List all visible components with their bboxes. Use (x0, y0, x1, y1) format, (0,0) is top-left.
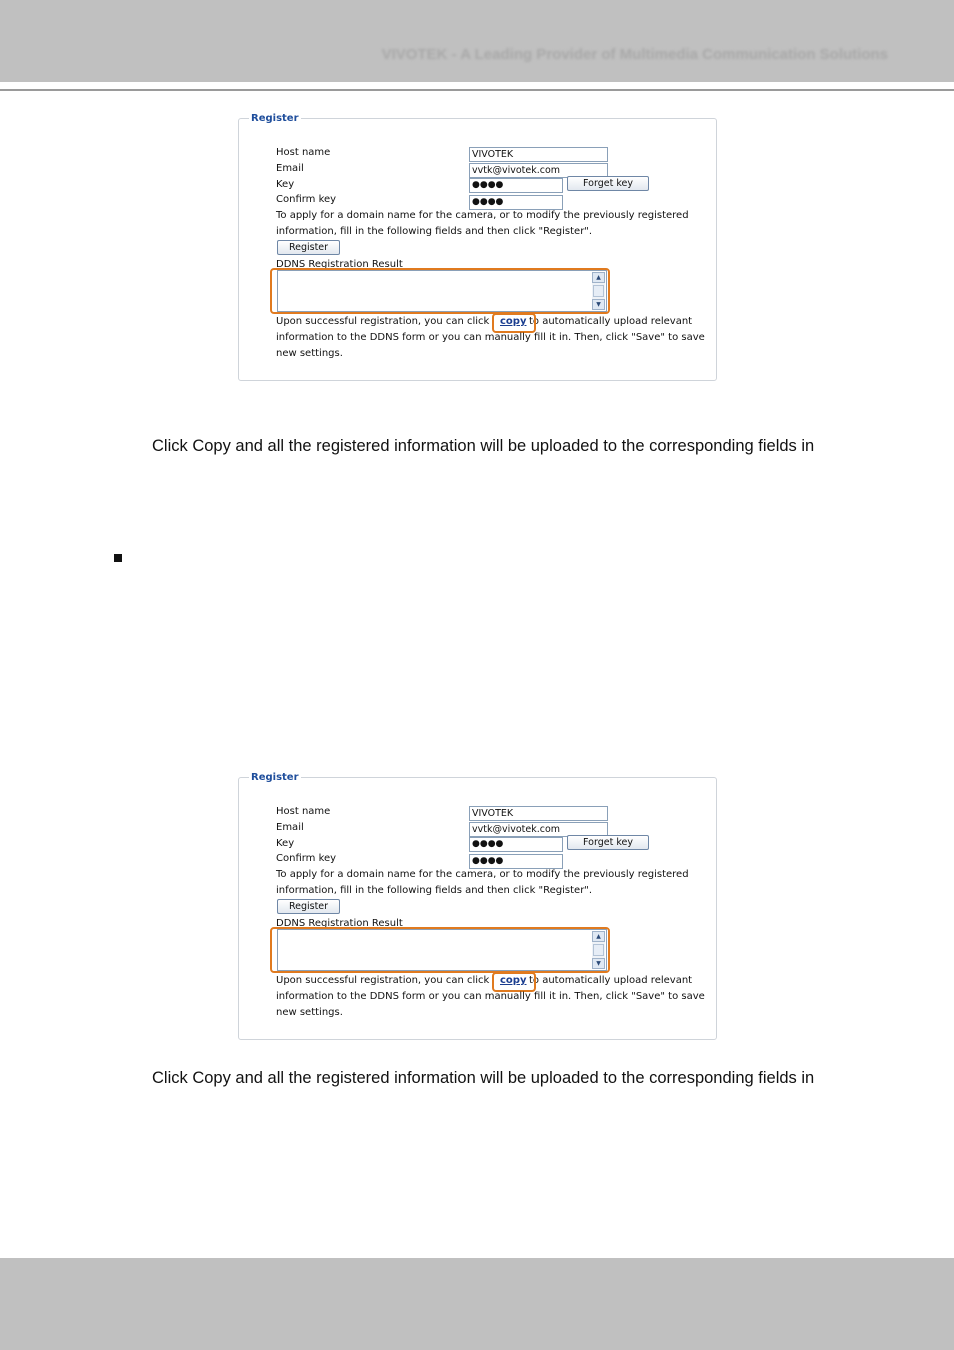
register-button[interactable]: Register (277, 899, 340, 914)
page-footer (0, 1258, 954, 1350)
scrollbar[interactable] (592, 931, 605, 969)
upload-text-after: to automatically upload relevant (529, 316, 693, 327)
panel-legend: Register (251, 113, 299, 124)
email-label: Email (276, 822, 304, 833)
host-name-input[interactable]: VIVOTEK (469, 806, 608, 821)
host-name-input[interactable]: VIVOTEK (469, 147, 608, 162)
instruction-line-1: To apply for a domain name for the camera, or to modify the previously registered (276, 869, 689, 880)
scroll-down-icon[interactable]: ▼ (592, 299, 605, 310)
email-label: Email (276, 163, 304, 174)
result-textarea[interactable] (277, 270, 607, 312)
panel-legend: Register (251, 772, 299, 783)
result-label: DDNS Registration Result (276, 918, 403, 929)
copy-link[interactable]: copy (500, 975, 527, 986)
scroll-up-icon[interactable]: ▲ (592, 272, 605, 283)
key-input[interactable]: ●●●● (469, 178, 563, 193)
key-input[interactable]: ●●●● (469, 837, 563, 852)
key-label: Key (276, 179, 295, 190)
page-header (0, 0, 954, 82)
scroll-up-icon[interactable]: ▲ (592, 931, 605, 942)
scroll-thumb[interactable] (593, 285, 604, 297)
host-name-label: Host name (276, 147, 331, 158)
instruction-line-2: information, fill in the following fields and then click "Register". (276, 226, 593, 237)
forget-key-button[interactable]: Forget key (567, 835, 649, 850)
upload-line-2: information to the DDNS form or you can manually fill it in. Then, click "Save" to save (276, 991, 705, 1002)
email-input[interactable]: vvtk@vivotek.com (469, 822, 608, 837)
header-divider (0, 89, 954, 91)
register-button[interactable]: Register (277, 240, 340, 255)
register-panel-2 (238, 772, 717, 1040)
email-input[interactable]: vvtk@vivotek.com (469, 163, 608, 178)
upload-text-before: Upon successful registration, you can click (276, 975, 490, 986)
upload-text-before: Upon successful registration, you can click (276, 316, 490, 327)
upload-line-2: information to the DDNS form or you can manually fill it in. Then, click "Save" to save (276, 332, 705, 343)
confirm-key-label: Confirm key (276, 853, 337, 864)
result-textarea[interactable] (277, 929, 607, 971)
result-label: DDNS Registration Result (276, 259, 403, 270)
register-panel-1 (238, 113, 717, 381)
instruction-line-2: information, fill in the following fields and then click "Register". (276, 885, 593, 896)
host-name-label: Host name (276, 806, 331, 817)
key-label: Key (276, 838, 295, 849)
header-tagline: VIVOTEK - A Leading Provider of Multimedia Communication Solutions (381, 46, 888, 63)
scroll-thumb[interactable] (593, 944, 604, 956)
paragraph-2: Click Copy and all the registered information will be uploaded to the corresponding fields in (152, 1069, 815, 1087)
copy-link[interactable]: copy (500, 316, 527, 327)
confirm-key-label: Confirm key (276, 194, 337, 205)
forget-key-button[interactable]: Forget key (567, 176, 649, 191)
scroll-down-icon[interactable]: ▼ (592, 958, 605, 969)
upload-text-after: to automatically upload relevant (529, 975, 693, 986)
bullet-square-icon (114, 554, 122, 562)
paragraph-1: Click Copy and all the registered information will be uploaded to the corresponding fields in (152, 437, 815, 455)
confirm-key-input[interactable]: ●●●● (469, 195, 563, 210)
confirm-key-input[interactable]: ●●●● (469, 854, 563, 869)
upload-line-3: new settings. (276, 1007, 343, 1018)
instruction-line-1: To apply for a domain name for the camera, or to modify the previously registered (276, 210, 689, 221)
scrollbar[interactable] (592, 272, 605, 310)
upload-line-3: new settings. (276, 348, 343, 359)
